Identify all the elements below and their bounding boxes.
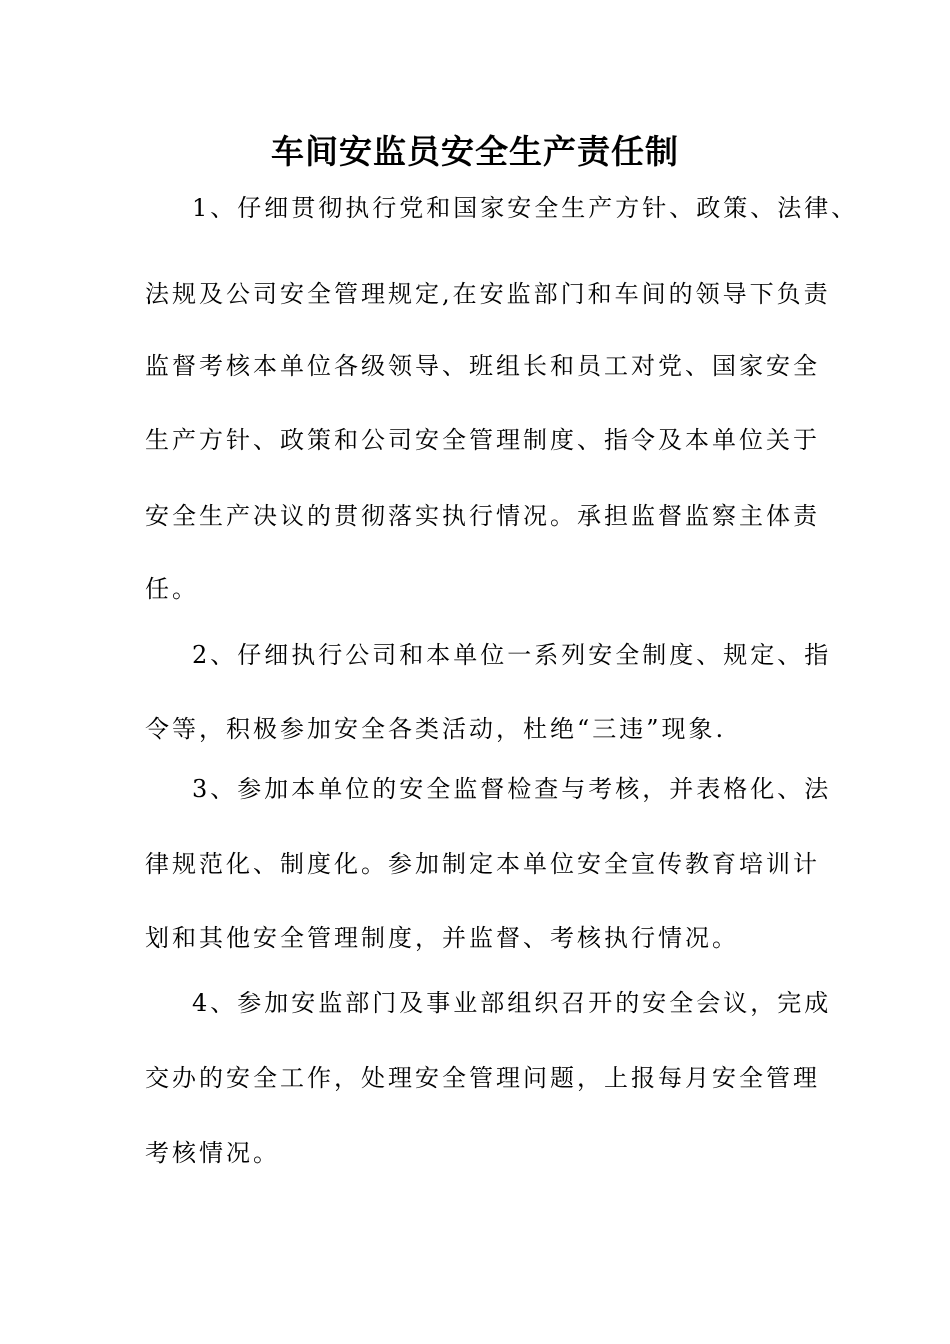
paragraph-1-line-3: 监督考核本单位各级领导、班组长和员工对党、国家安全 [145, 352, 820, 380]
paragraph-1-line-5: 安全生产决议的贯彻落实执行情况。承担监督监察主体责 [145, 502, 820, 530]
paragraph-4-line-3: 考核情况。 [145, 1139, 280, 1167]
document-title: 车间安监员安全生产责任制 [271, 132, 679, 171]
paragraph-2-line-1: 2、仔细执行公司和本单位一系列安全制度、规定、指 [192, 641, 832, 669]
paragraph-2-line-2: 令等，积极参加安全各类活动，杜绝“三违”现象. [145, 715, 727, 743]
paragraph-1-line-6: 任。 [145, 575, 199, 603]
paragraph-4-line-1: 4、参加安监部门及事业部组织召开的安全会议，完成 [192, 989, 832, 1017]
paragraph-4-line-2: 交办的安全工作，处理安全管理问题，上报每月安全管理 [145, 1064, 820, 1092]
paragraph-3-line-1: 3、参加本单位的安全监督检查与考核，并表格化、法 [192, 775, 832, 803]
paragraph-3-line-3: 划和其他安全管理制度，并监督、考核执行情况。 [145, 924, 739, 952]
paragraph-1-line-4: 生产方针、政策和公司安全管理制度、指令及本单位关于 [145, 426, 820, 454]
paragraph-1-line-1: 1、仔细贯彻执行党和国家安全生产方针、政策、法律、 [192, 194, 859, 222]
paragraph-3-line-2: 律规范化、制度化。参加制定本单位安全宣传教育培训计 [145, 850, 820, 878]
paragraph-1-line-2: 法规及公司安全管理规定,在安监部门和车间的领导下负责 [145, 280, 831, 308]
